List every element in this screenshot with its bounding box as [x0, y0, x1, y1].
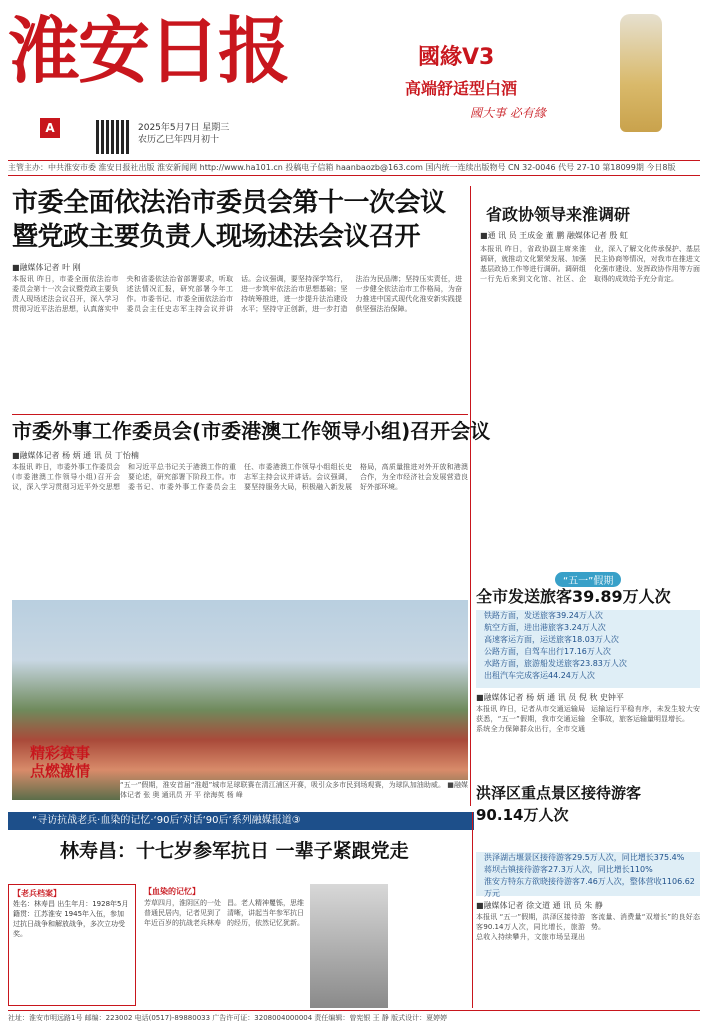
- scenic-byline: ■融媒体记者 徐文道 通 讯 员 朱 静: [476, 901, 603, 910]
- scenic-headline: [476, 782, 641, 826]
- scenic-headline-line2: 90.14万人次: [476, 806, 569, 824]
- lead-headline-line2: 暨党政主要负责人现场述法会议召开: [12, 222, 421, 252]
- scenic-body: 本报讯 “五一”假期，洪泽区接待游客90.14万人次，同比增长，旅游总收入持续攀升，文旅市场呈现出客流量、消费量“双增长”的良好态势。: [476, 913, 700, 941]
- section-divider: [12, 414, 468, 415]
- holiday-bullet: 水路方面，旅游船发送旅客23.83万人次: [484, 659, 627, 668]
- veteran-profile-title: 【老兵档案】: [13, 889, 61, 898]
- holiday-bullet: 铁路方面，发送旅客39.24万人次: [484, 611, 603, 620]
- article2-byline: ■融媒体记者 杨 炳 通 讯 员 丁怡楠: [12, 451, 139, 460]
- column-divider: [472, 812, 473, 1008]
- scenic-bullets: [476, 852, 700, 896]
- series-headline: 林寿昌：十七岁参军抗日 一辈子紧跟党走: [60, 840, 409, 862]
- photo-caption-title-line2: 点燃激情: [30, 762, 91, 780]
- newspaper-logo: 淮安日报: [8, 8, 289, 93]
- lead-headline-line1: 市委全面依法治市委员会第十一次会议: [12, 188, 446, 218]
- column-divider: [470, 186, 471, 806]
- article2-body: 本报讯 昨日，市委外事工作委员会(市委港澳工作领导小组)召开会议，深入学习贯彻习近平外交思想和习近平总书记关于港澳工作的重要论述，研究部署下阶段工作。市委书记、市委外事工作委员会主任、市委港澳工作领导小组组长史志军主持会议并讲话。会议强调，要坚持服务大局，积极融入新发展格局，高质量推进对外开放和港澳合作，为全市经济社会发展营造良好外部环境。: [12, 463, 468, 491]
- veteran-profile-box: [8, 884, 136, 1006]
- date-line: [138, 122, 229, 146]
- ad-signature: 國大事 必有緣: [470, 106, 546, 120]
- scenic-bullet: 淮安方特东方欲晓接待游客7.46万人次，整体营收1106.62万元: [484, 877, 695, 898]
- edition-badge: A版: [40, 118, 60, 138]
- article3-headline: 省政协领导来淮调研: [486, 205, 631, 224]
- holiday-bullet: 航空方面，进出港旅客3.24万人次: [484, 623, 606, 632]
- scenic-bullet: 洪泽湖古堰景区接待游客29.5万人次，同比增长375.4%: [484, 853, 685, 862]
- holiday-body: 本报讯 昨日，记者从市交通运输局获悉，“五一”假期，我市交通运输系统全力保障群众出行，全市交通运输运行平稳有序，未发生较大安全事故，旅客运输量明显增长。: [476, 705, 700, 733]
- holiday-bullet: 出租汽车完成客运44.24万人次: [484, 671, 595, 680]
- holiday-headline: 全市发送旅客39.89万人次: [476, 587, 671, 606]
- veteran-portrait: [310, 884, 388, 1008]
- photo-caption-title: [30, 744, 90, 780]
- info-bar: 主管主办：中共淮安市委 淮安日报社出版 淮安新闻网 http://www.ha101.cn 投稿电子信箱 haanbaozb@163.com 国内统一连续出版物号 CN 32-0046 代号 27-10 第18099期 今日8版: [8, 160, 700, 176]
- veteran-profile-body: 姓名：林寿昌 出生年月：1928年5月 籍贯：江苏淮安 1945年入伍，参加过抗日战争和解放战争，多次立功受奖。: [13, 900, 129, 938]
- series-body: 芳草四月，淮阴区的一处普通民居内，记者见到了年近百岁的抗战老兵林寿昌。老人精神矍铄，思维清晰，讲起当年参军抗日的经历，依然记忆犹新。: [144, 899, 304, 927]
- ad-brand: 國緣V3: [418, 45, 495, 70]
- wine-bottle-icon: [620, 14, 662, 132]
- scenic-bullet: 蒋坝古镇接待游客27.3万人次，同比增长110%: [484, 865, 653, 874]
- series-column-title: 【血染的记忆】: [144, 887, 200, 896]
- holiday-tag: “五一”假期: [555, 572, 621, 587]
- article3-body: 本报讯 昨日，省政协副主席来淮调研，就推动文化繁荣发展、加强基层政协工作等进行调研。调研组一行先后来到文化馆、社区、企业，深入了解文化传承保护、基层民主协商等情况，对我市在推进文化强市建设、发挥政协作用等方面取得的成效给予充分肯定。: [480, 245, 700, 283]
- article3-byline: ■通 讯 员 王成金 董 鹏 融媒体记者 殷 虹: [480, 231, 628, 240]
- holiday-byline: ■融媒体记者 杨 炳 通 讯 员 倪 秋 史钟平: [476, 693, 624, 702]
- lead-byline: ■融媒体记者 叶 刚: [12, 263, 81, 272]
- photo-caption-title-line1: 精彩赛事: [30, 744, 91, 762]
- series-banner: “寻访抗战老兵·血染的记忆·‘90后’对话‘90后’系列融媒报道③: [8, 812, 474, 830]
- lead-headline: [12, 186, 446, 254]
- scenic-headline-line1: 洪泽区重点景区接待游客: [476, 784, 642, 802]
- holiday-bullet: 高速客运方面，运送旅客18.03万人次: [484, 635, 619, 644]
- footer-bar: 社址：淮安市明远路1号 邮编：223002 电话(0517)-89880033 广告许可证：3208004000004 责任编辑：曾宪银 王 静 版式设计：夏婷婷: [8, 1010, 700, 1025]
- qr-code-icon: [96, 120, 130, 154]
- photo-caption: “五一”假期，淮安首届“淮超”城市足球联赛在清江浦区开赛，吸引众多市民到场观赛，为球队加油助威。 ■融媒体记者 张 奥 通讯员 开 平 徐海英 杨 峰: [120, 780, 468, 810]
- ad-slogan: 高端舒适型白酒: [405, 79, 518, 98]
- date-gregorian: 2025年5月7日 星期三: [138, 123, 230, 133]
- lead-body: 本报讯 昨日，市委全面依法治市委员会第十一次会议暨党政主要负责人现场述法会议召开，深入学习贯彻习近平法治思想，认真落实中央和省委依法治省部署要求，听取述法情况汇报，研究部署今年工作。市委书记、市委全面依法治市委员会主任史志军主持会议并讲话。会议强调，要坚持深学笃行，进一步筑牢依法治市思想基础；坚持统筹推进，进一步提升法治建设水平；坚持守正创新，进一步打造法治为民品牌；坚持压实责任，进一步健全依法治市工作格局，为奋力推进中国式现代化淮安新实践提供坚强法治保障。: [12, 275, 462, 313]
- holiday-bullet: 公路方面，自驾车出行17.16万人次: [484, 647, 611, 656]
- holiday-bullets: [476, 610, 700, 688]
- article2-headline: 市委外事工作委员会(市委港澳工作领导小组)召开会议: [12, 419, 491, 443]
- date-lunar: 农历乙巳年四月初十: [138, 135, 220, 145]
